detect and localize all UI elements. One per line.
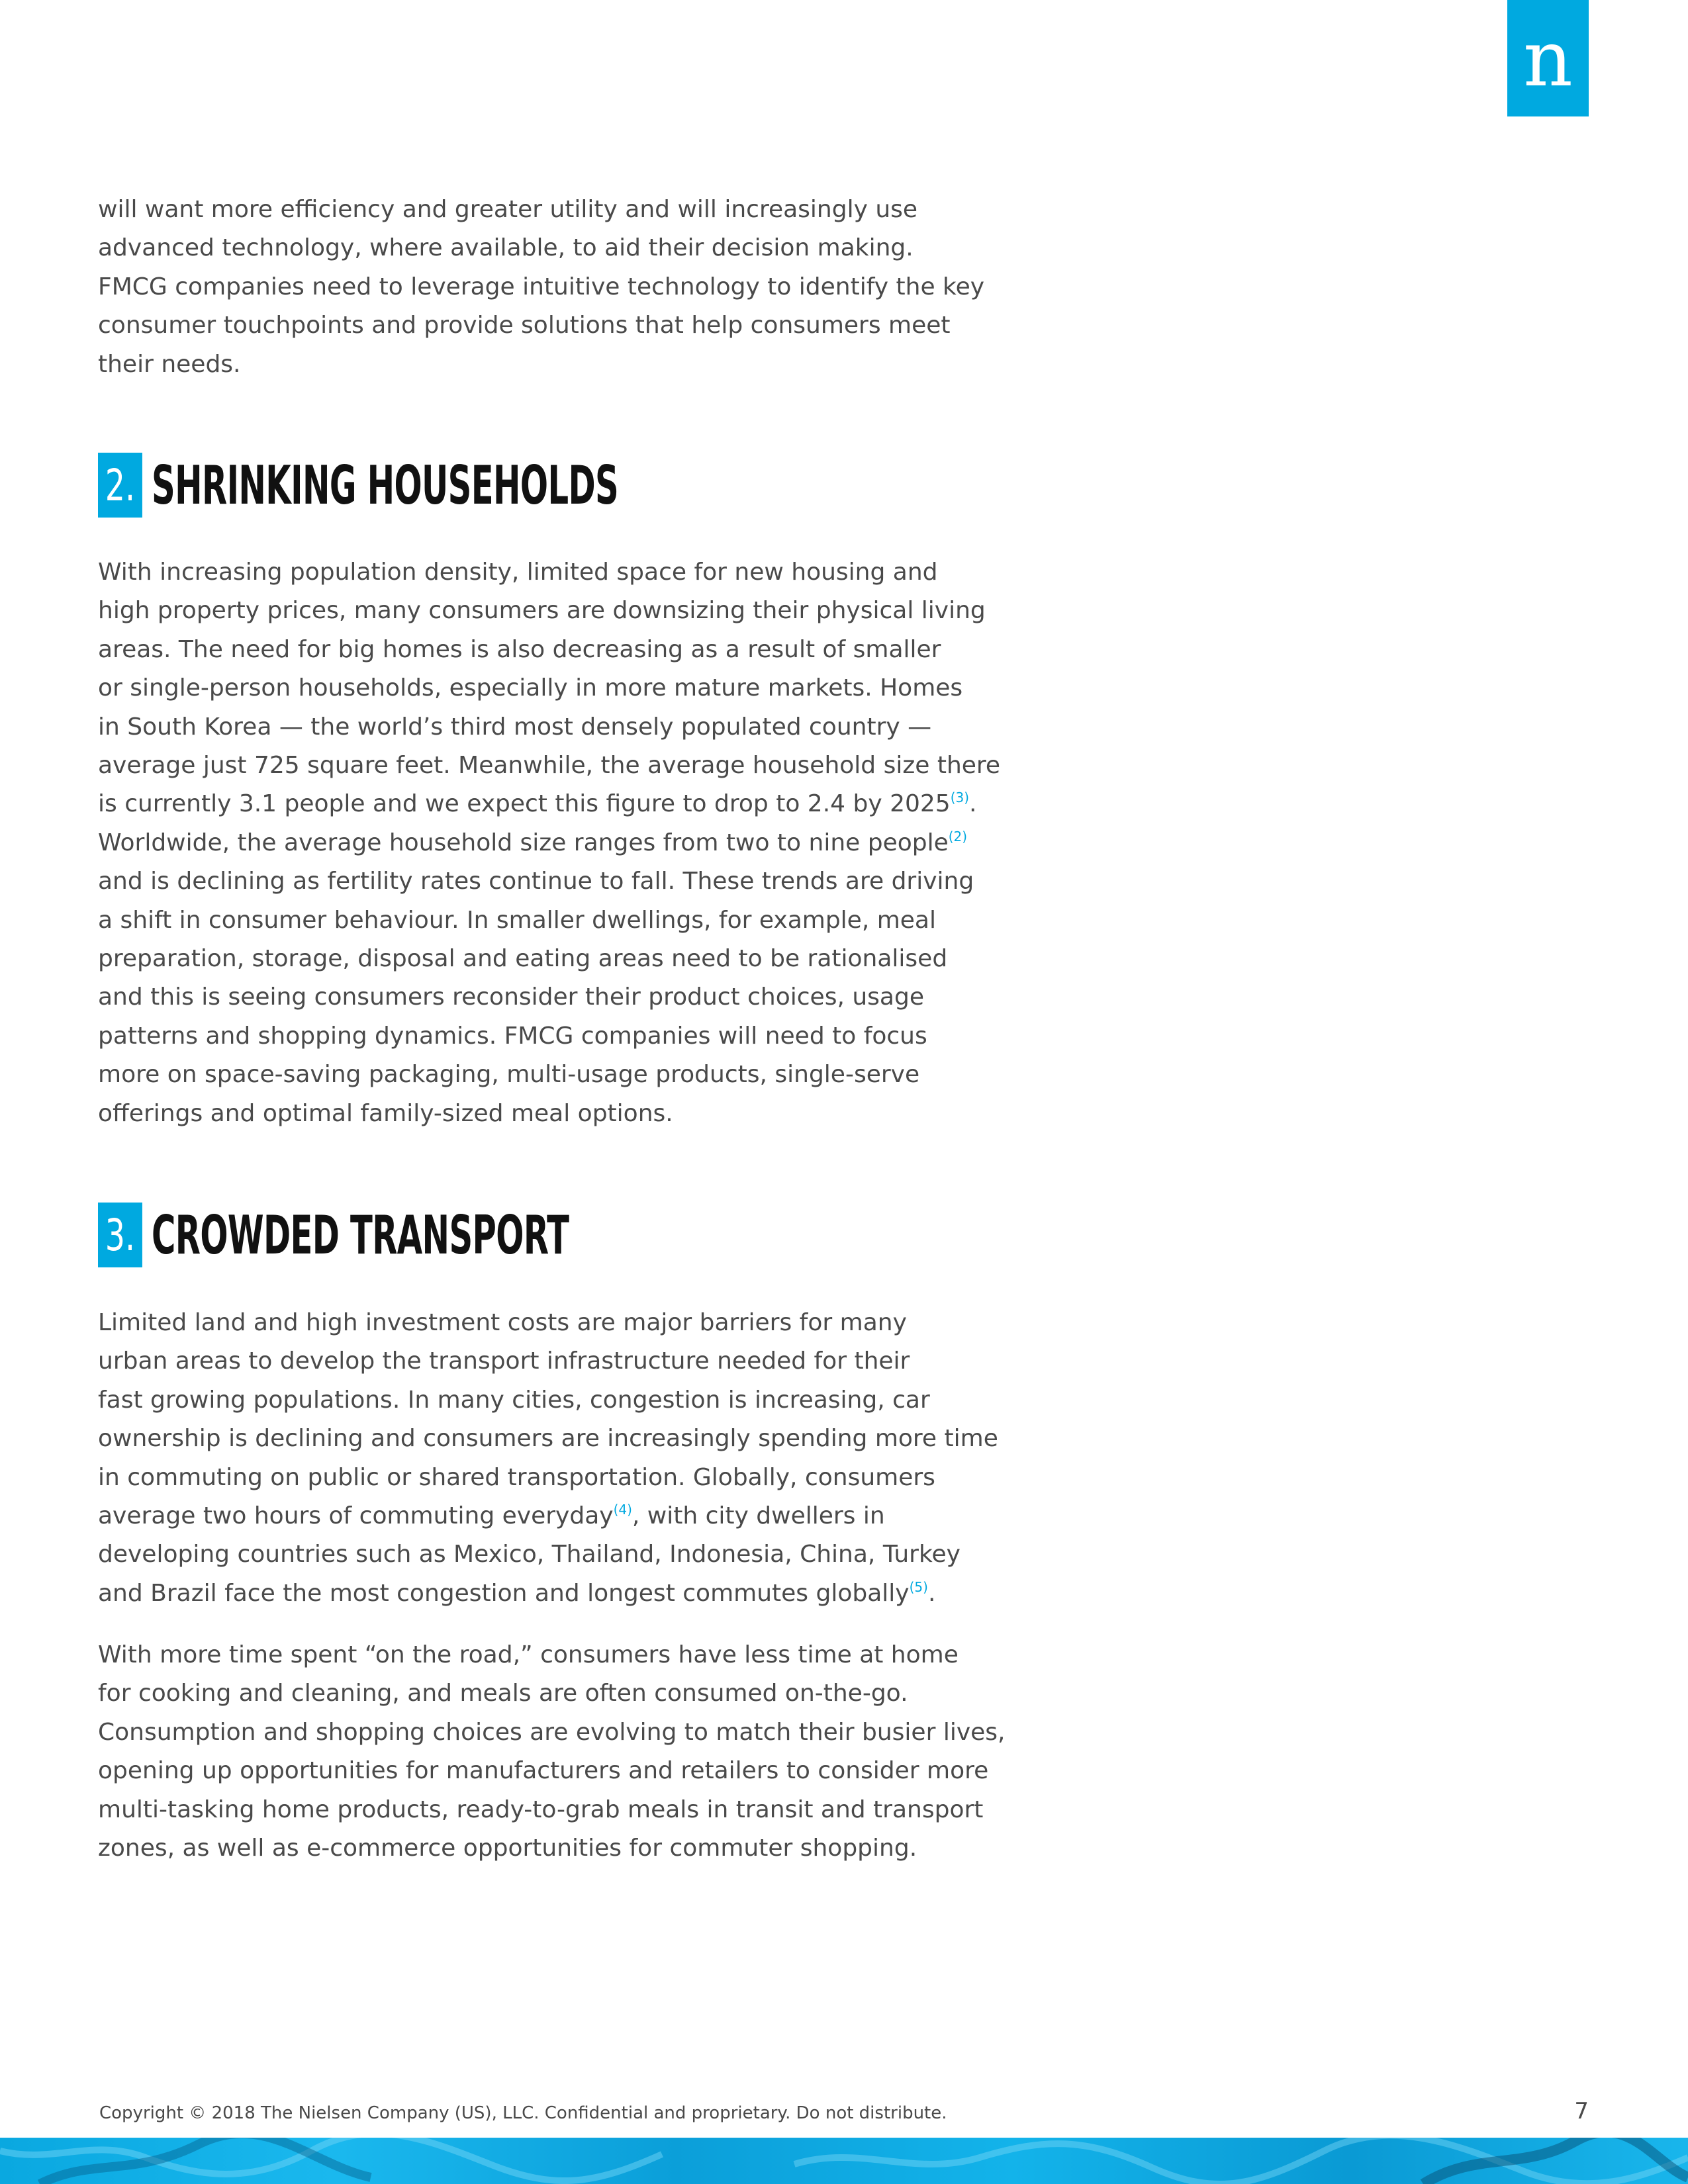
text-line: average just 725 square feet. Meanwhile, the average household size there <box>98 752 1001 780</box>
line-text: is currently 3.1 people and we expect this figure to drop to 2.4 by 2025 <box>98 790 951 818</box>
text-line: urban areas to develop the transport infrastructure needed for their <box>98 1347 910 1375</box>
nielsen-logo <box>1507 0 1589 116</box>
copyright-notice: Copyright © 2018 The Nielsen Company (US), LLC. Confidential and proprietary. Do not distribute. <box>99 2103 947 2123</box>
footnote-ref: (5) <box>909 1578 928 1595</box>
section-3-paragraph-2 <box>98 1636 1005 1868</box>
text-line: offerings and optimal family-sized meal options. <box>98 1099 673 1127</box>
text-line: and this is seeing consumers reconsider their product choices, usage <box>98 983 924 1011</box>
text-line: multi-tasking home products, ready-to-grab meals in transit and transport <box>98 1796 984 1823</box>
section-3-paragraph-1 <box>98 1304 1005 1613</box>
line-text: Worldwide, the average household size ranges from two to nine people <box>98 829 949 856</box>
footnote-ref: (2) <box>948 828 968 844</box>
section-title: SHRINKING HOUSEHOLDS <box>152 454 619 516</box>
text-line: preparation, storage, disposal and eating areas need to be rationalised <box>98 945 948 973</box>
text-line: more on space-saving packaging, multi-usage products, single-serve <box>98 1061 920 1089</box>
line-end: . <box>927 1579 936 1607</box>
text-line: fast growing populations. In many cities, congestion is increasing, car <box>98 1386 930 1414</box>
text-line: in commuting on public or shared transportation. Globally, consumers <box>98 1463 935 1491</box>
intro-paragraph <box>98 191 1005 384</box>
text-line: a shift in consumer behaviour. In smaller dwellings, for example, meal <box>98 906 936 934</box>
text-line: Limited land and high investment costs are major barriers for many <box>98 1309 907 1336</box>
text-line: ownership is declining and consumers are increasingly spending more time <box>98 1425 998 1453</box>
section-number-badge: 2. <box>98 453 142 518</box>
text-line: areas. The need for big homes is also decreasing as a result of smaller <box>98 635 941 663</box>
text-line: consumer touchpoints and provide solutions that help consumers meet <box>98 312 951 340</box>
text-line <box>98 785 1005 823</box>
text-line <box>98 1574 1005 1613</box>
footnote-ref: (4) <box>613 1502 632 1518</box>
text-line <box>98 1497 1005 1535</box>
section-2-heading <box>98 453 904 518</box>
text-line: FMCG companies need to leverage intuitive technology to identify the key <box>98 273 985 300</box>
section-3-heading <box>98 1203 825 1267</box>
text-line: Consumption and shopping choices are evolving to match their busier lives, <box>98 1718 1006 1746</box>
section-title: CROWDED TRANSPORT <box>152 1204 569 1266</box>
text-line: high property prices, many consumers are downsizing their physical living <box>98 597 986 625</box>
text-line: With increasing population density, limited space for new housing and <box>98 559 938 586</box>
line-end: . <box>969 790 977 818</box>
footnote-ref: (3) <box>950 790 970 806</box>
text-line: their needs. <box>98 350 241 378</box>
text-line: and is declining as fertility rates continue to fall. These trends are driving <box>98 868 974 895</box>
decorative-wave-band <box>0 2138 1688 2184</box>
section-number-badge: 3. <box>98 1203 142 1267</box>
text-line: zones, as well as e-commerce opportunities for commuter shopping. <box>98 1835 917 1862</box>
text-line: With more time spent “on the road,” consumers have less time at home <box>98 1641 959 1668</box>
text-line: in South Korea — the world’s third most densely populated country — <box>98 713 932 741</box>
section-2-paragraph <box>98 553 1005 1133</box>
text-line: advanced technology, where available, to aid their decision making. <box>98 234 914 262</box>
text-line <box>98 824 1005 862</box>
line-end: , with city dwellers in <box>632 1502 885 1530</box>
text-line: patterns and shopping dynamics. FMCG companies will need to focus <box>98 1022 927 1050</box>
line-text: and Brazil face the most congestion and longest commutes globally <box>98 1579 910 1607</box>
text-line: for cooking and cleaning, and meals are often consumed on-the-go. <box>98 1680 908 1707</box>
text-line: will want more efficiency and greater utility and will increasingly use <box>98 196 918 223</box>
text-line: or single-person households, especially in more mature markets. Homes <box>98 674 963 702</box>
wave-pattern-graphic <box>0 2138 1688 2184</box>
page-number: 7 <box>1574 2098 1589 2124</box>
line-text: average two hours of commuting everyday <box>98 1502 614 1530</box>
text-line: developing countries such as Mexico, Thailand, Indonesia, China, Turkey <box>98 1541 961 1569</box>
text-line: opening up opportunities for manufacturers and retailers to consider more <box>98 1757 989 1785</box>
logo-letter: n <box>1523 15 1573 104</box>
